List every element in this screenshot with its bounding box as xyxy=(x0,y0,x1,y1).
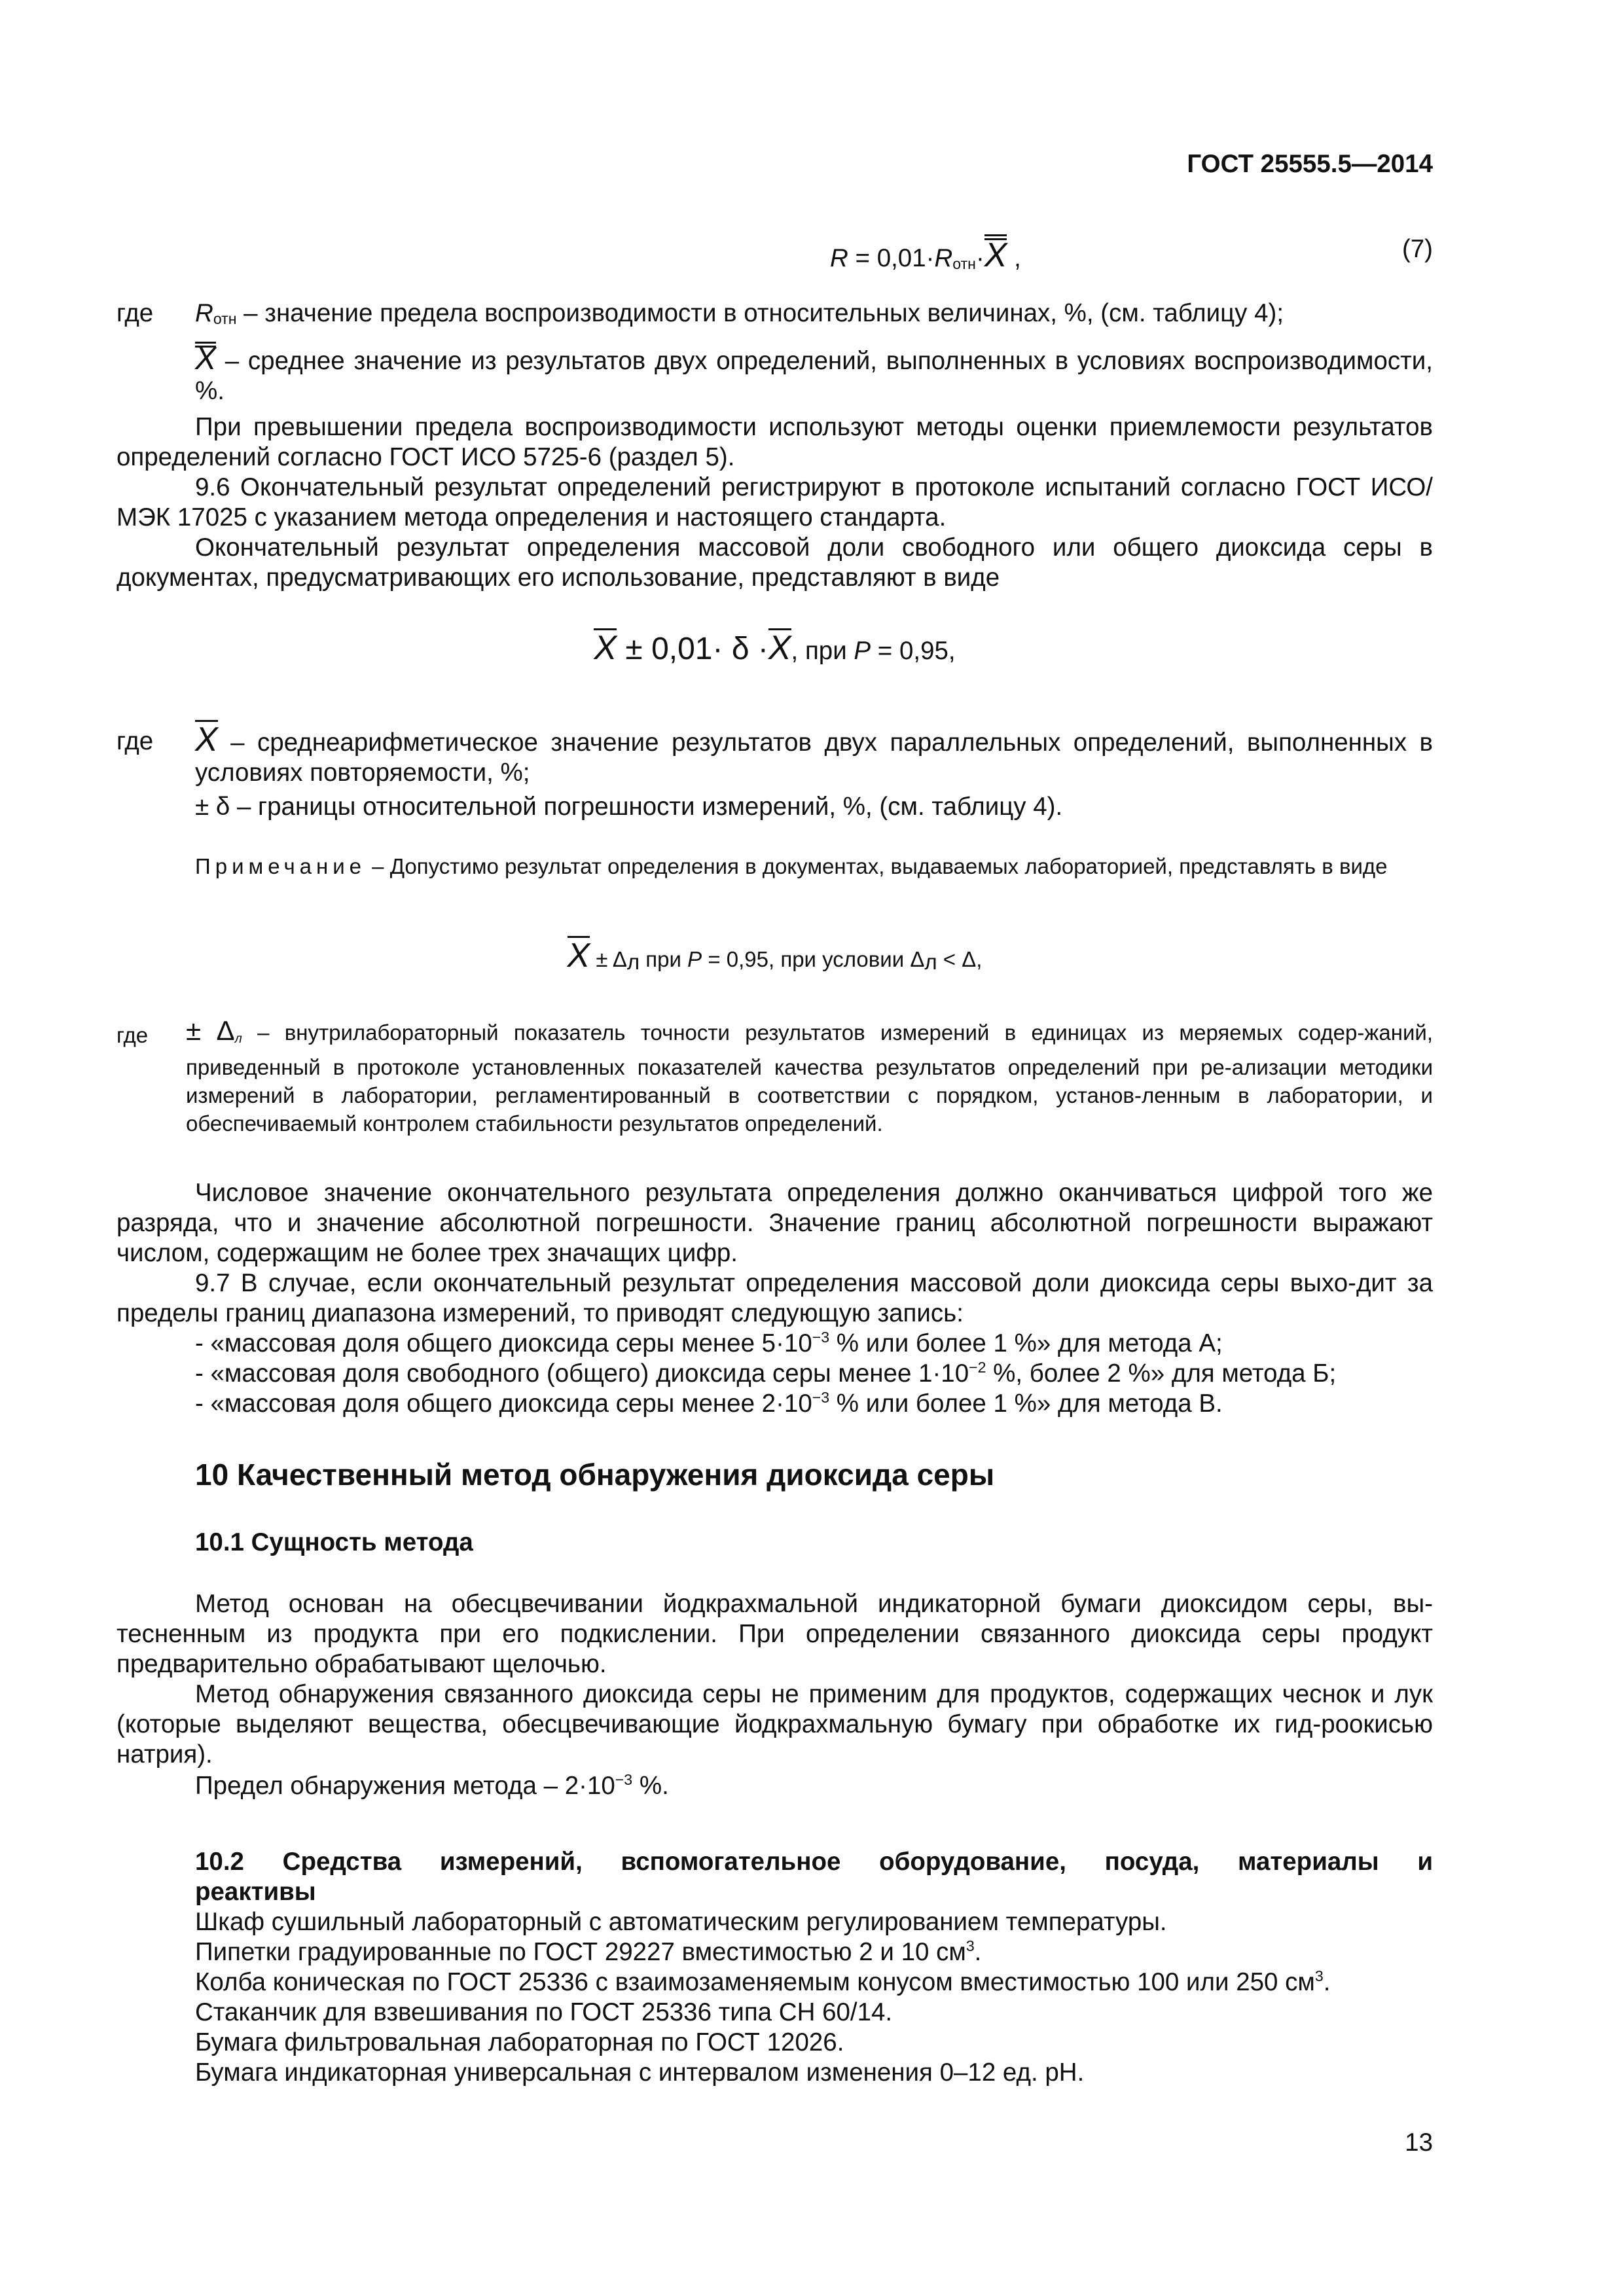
note xyxy=(117,852,1433,880)
def-rotn-text: – значение предела воспроизводимости в относительных величинах, %, (см. таблицу 4); xyxy=(236,299,1284,327)
note-label: Примечание xyxy=(195,854,367,878)
formula-final-result xyxy=(117,628,1433,666)
formula-lab-mid: при xyxy=(640,947,688,971)
formula-lab xyxy=(117,936,1433,976)
formula-final-mid: ± 0,01· δ · xyxy=(617,632,768,666)
formula-7-expression xyxy=(830,234,1021,279)
equipment-item-text: Бумага фильтровальная лабораторная по ГОСТ 12026. xyxy=(195,2028,844,2056)
def-lab-delta-symbol: ± Δ xyxy=(186,1015,235,1046)
record-v-post: % или более 1 %» для метода В. xyxy=(829,1390,1223,1418)
paragraph-9-6: 9.6 Окончательный результат определений регистрируют в протоколе испытаний согласно ГОСТ ИСО/МЭК 17025 с указанием метода определения и настоящего стандарта. xyxy=(117,473,1433,531)
def-rotn-symbol: R xyxy=(195,299,213,327)
formula-7-rotn-sub: отн xyxy=(952,255,976,272)
paragraph-final-result: Окончательный результат определения массовой доли свободного или общего диоксида серы в документах, предусматривающих его использование, представляют в виде xyxy=(117,533,1433,592)
paragraph-exceed: При превышении предела воспроизводимости используют методы оценки приемлемости результатов определений согласно ГОСТ ИСО 5725-6 (раздел 5). xyxy=(117,413,1433,471)
section-10-2-heading-line1: 10.2 Средства измерений, вспомогательное оборудование, посуда, материалы и xyxy=(195,1848,1433,1876)
section-10-1-p2: Метод обнаружения связанного диоксида серы не применим для продуктов, содержащих чеснок и лук (которые выделяют вещества, обесцвечивающие йодкрахмальную бумагу при обработке их гид-роокисью натрия). xyxy=(117,1680,1433,1768)
page-number: 13 xyxy=(1405,2128,1433,2157)
formula-7-dot: · xyxy=(975,244,984,272)
equipment-item xyxy=(195,1967,1433,1998)
formula-lab-x: X xyxy=(567,937,590,975)
record-method-v xyxy=(195,1389,1433,1419)
record-v-pre: - «массовая доля общего диоксида серы менее 2·10 xyxy=(195,1390,812,1418)
record-b-post: %, более 2 %» для метода Б; xyxy=(986,1359,1337,1388)
note-text: – Допустимо результат определения в документах, выдаваемых лабораторией, представлять в виде xyxy=(366,854,1388,878)
formula-7-rotn: R xyxy=(934,244,953,272)
record-a-pre: - «массовая доля общего диоксида серы менее 5·10 xyxy=(195,1329,812,1357)
def-xbar-text: – среднее значение из результатов двух определений, выполненных в условиях воспроизводимости, %. xyxy=(195,347,1433,405)
equipment-item-text: Колба коническая по ГОСТ 25336 с взаимозаменяемым конусом вместимостью 100 или 250 см xyxy=(195,1968,1315,1996)
equipment-item xyxy=(195,2028,1433,2058)
def-delta: ± δ – границы относительной погрешности измерений, %, (см. таблицу 4). xyxy=(195,793,1063,821)
formula-7 xyxy=(117,234,1433,274)
equipment-item-post: . xyxy=(1323,1968,1331,1996)
section-10-heading: 10 Качественный метод обнаружения диоксида серы xyxy=(195,1458,995,1492)
formula-lab-sub2: л xyxy=(924,950,937,974)
def-lab-delta-text: – внутрилабораторный показатель точности результатов измерений в единицах из меряемых содер-жаний, приведенный в протоколе установленных показателей качества результатов определений при ре-ализации методики измерений в лаборатории, регламентированный в соответствии с порядком, установ-ленным в лаборатории, и обеспечиваемый контролем стабильности результатов определений. xyxy=(186,1020,1433,1136)
detection-limit-pre: Предел обнаружения метода – 2·10 xyxy=(195,1772,615,1800)
record-method-a xyxy=(195,1329,1433,1359)
where-label-3: где xyxy=(117,1023,149,1047)
equipment-item xyxy=(195,1907,1433,1937)
formula-final-p: P xyxy=(854,637,871,665)
def-mean-text: – среднеарифметическое значение результатов двух параллельных определений, выполненных в условиях повторяемости, %; xyxy=(195,728,1433,787)
formula-final-tail: , при xyxy=(791,637,854,665)
equipment-item-exp: 3 xyxy=(965,1937,975,1954)
def-rotn-sub: отн xyxy=(213,310,237,327)
paragraph-numeric-value: Числовое значение окончательного результата определения должно оканчиваться цифрой того же разряда, что и значение абсолютной погрешности. Значение границ абсолютной погрешности выражают числом, содержащим не более трех значащих цифр. xyxy=(117,1179,1433,1267)
document-header: ГОСТ 25555.5—2014 xyxy=(1187,150,1433,178)
def-mean xyxy=(195,720,1433,788)
where-label-2: где xyxy=(117,727,154,755)
formula-7-number: (7) xyxy=(1401,235,1433,263)
equipment-item xyxy=(195,1998,1433,2028)
record-v-exp: −3 xyxy=(812,1389,830,1406)
formula-7-xbar: X xyxy=(984,234,1007,272)
formula-final-x1: X xyxy=(594,629,617,667)
section-10-2-heading-line2: реактивы xyxy=(195,1878,316,1906)
formula-lab-tail2: < Δ, xyxy=(937,947,983,971)
record-a-exp: −3 xyxy=(812,1329,830,1346)
def-xbar-symbol: X xyxy=(195,342,217,376)
equipment-item xyxy=(195,1937,1433,1967)
record-b-pre: - «массовая доля свободного (общего) диоксида серы менее 1·10 xyxy=(195,1359,969,1388)
equipment-item-exp: 3 xyxy=(1314,1967,1324,1984)
record-method-b xyxy=(195,1359,1433,1389)
formula-lab-p: P xyxy=(687,947,702,971)
record-b-exp: −2 xyxy=(969,1359,986,1376)
formula-lab-tail: = 0,95, при условии Δ xyxy=(702,947,925,971)
formula-7-eq: = 0,01· xyxy=(848,244,935,272)
where-label-1: где xyxy=(117,299,154,327)
section-10-1-heading: 10.1 Сущность метода xyxy=(195,1528,473,1556)
def-rotn xyxy=(195,298,1433,334)
detection-limit-exp: −3 xyxy=(615,1771,633,1788)
equipment-item-text: Шкаф сушильный лабораторный с автоматическим регулированием температуры. xyxy=(195,1908,1167,1936)
def-lab-delta xyxy=(186,1016,1433,1138)
formula-7-r: R xyxy=(830,244,848,272)
detection-limit-post: %. xyxy=(632,1772,669,1800)
def-mean-symbol: X xyxy=(195,721,218,759)
formula-lab-pm: ± Δ xyxy=(590,947,627,971)
equipment-item-text: Пипетки градуированные по ГОСТ 29227 вместимостью 2 и 10 см xyxy=(195,1938,966,1966)
equipment-item-text: Стаканчик для взвешивания по ГОСТ 25336 типа СН 60/14. xyxy=(195,1998,893,2026)
formula-lab-sub: л xyxy=(626,950,640,974)
formula-final-tail2: = 0,95, xyxy=(871,637,956,665)
equipment-item-text: Бумага индикаторная универсальная с интервалом изменения 0–12 ед. pH. xyxy=(195,2058,1085,2087)
formula-7-comma: , xyxy=(1007,244,1021,272)
section-10-1-p1: Метод основан на обесцвечивании йодкрахмальной индикаторной бумаги диоксидом серы, вы-тесненным из продукта при его подкислении. При определении связанного диоксида серы продукт предварительно обрабатывают щелочью. xyxy=(117,1590,1433,1678)
record-a-post: % или более 1 %» для метода А; xyxy=(829,1329,1223,1357)
paragraph-9-7: 9.7 В случае, если окончательный результат определения массовой доли диоксида серы выхо-дит за пределы границ диапазона измерений, то приводят следующую запись: xyxy=(117,1269,1433,1327)
def-xbar xyxy=(195,342,1433,406)
def-lab-delta-sub: л xyxy=(234,1031,242,1046)
equipment-item-post: . xyxy=(974,1938,982,1966)
equipment-item xyxy=(195,2058,1433,2088)
formula-final-x2: X xyxy=(768,629,791,667)
section-10-1-p3 xyxy=(195,1771,1433,1801)
